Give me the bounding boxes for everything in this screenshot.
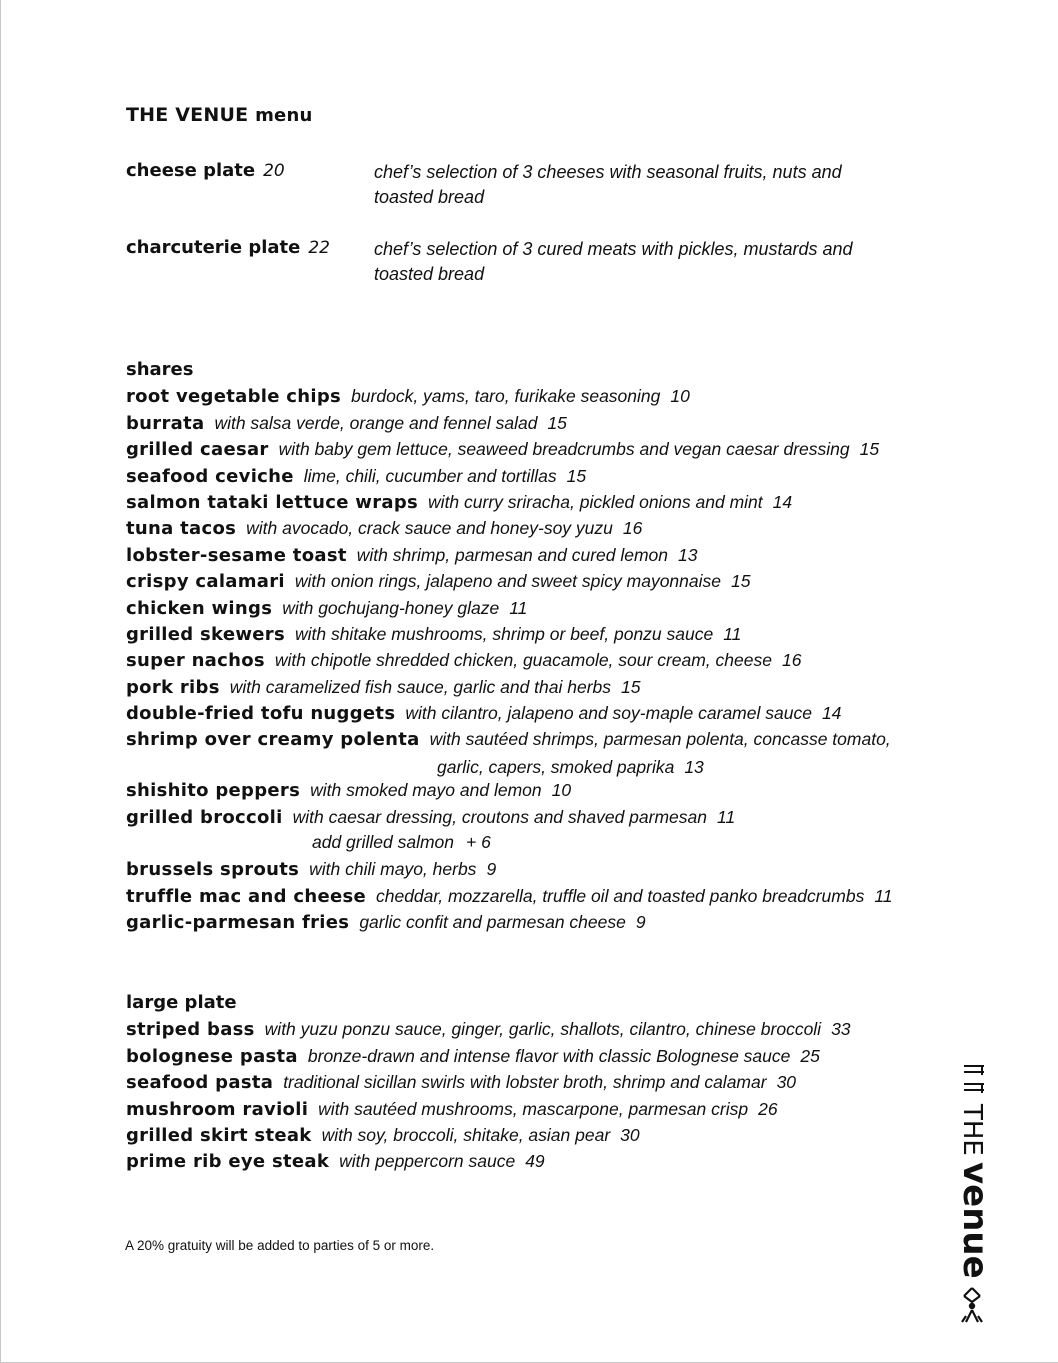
item-name: pork ribs bbox=[126, 676, 220, 698]
item-price: 11 bbox=[723, 623, 742, 644]
menu-item bbox=[126, 700, 956, 726]
menu-item bbox=[126, 674, 956, 700]
item-desc: with onion rings, jalapeno and sweet spicy mayonnaise bbox=[294, 571, 721, 592]
item-name: grilled broccoli bbox=[126, 806, 283, 828]
menu-item bbox=[126, 777, 956, 803]
item-price: 11 bbox=[509, 597, 528, 618]
venue-logo bbox=[938, 1064, 998, 1326]
menu-item bbox=[126, 410, 956, 436]
item-name: root vegetable chips bbox=[126, 386, 342, 408]
menu-item bbox=[126, 1148, 956, 1174]
logo-tick-marks-icon bbox=[964, 1066, 984, 1093]
item-price: 14 bbox=[821, 703, 842, 724]
item-desc: with caramelized fish sauce, garlic and thai herbs bbox=[229, 676, 612, 697]
item-name: double-fried tofu nuggets bbox=[126, 703, 396, 725]
menu-title-venue: THE VENUE bbox=[126, 104, 249, 126]
item-price: 14 bbox=[772, 491, 793, 512]
addon-line bbox=[126, 830, 956, 856]
item-desc: with sautéed shrimps, parmesan polenta, concasse tomato, bbox=[429, 729, 891, 750]
menu-item bbox=[126, 436, 956, 462]
item-price: 49 bbox=[525, 1151, 545, 1172]
menu-item bbox=[126, 1069, 956, 1095]
item-name: seafood pasta bbox=[126, 1072, 274, 1094]
shares-section bbox=[126, 357, 956, 935]
item-desc: bronze-drawn and intense flavor with classic Bolognese sauce bbox=[307, 1045, 791, 1066]
logo-venue: venue bbox=[955, 1162, 995, 1279]
item-name: garlic-parmesan fries bbox=[126, 912, 350, 934]
item-price: 13 bbox=[678, 544, 698, 565]
item-price: 10 bbox=[551, 780, 572, 801]
item-price: 15 bbox=[547, 412, 567, 433]
menu-item bbox=[126, 383, 956, 409]
large-plate-section bbox=[126, 990, 956, 1175]
item-price: 16 bbox=[622, 518, 643, 539]
item-name: shrimp over creamy polenta bbox=[126, 729, 420, 751]
item-desc: with yuzu ponzu sauce, ginger, garlic, shallots, cilantro, chinese broccoli bbox=[264, 1019, 822, 1040]
item-desc: with curry sriracha, pickled onions and mint bbox=[428, 491, 763, 512]
item-price: 10 bbox=[670, 386, 690, 407]
item-desc: with shrimp, parmesan and cured lemon bbox=[356, 544, 669, 565]
item-desc: with sautéed mushrooms, mascarpone, parmesan crisp bbox=[318, 1098, 749, 1119]
item-name: mushroom ravioli bbox=[126, 1098, 309, 1120]
gratuity-note: A 20% gratuity will be added to parties of 5 or more. bbox=[125, 1238, 435, 1253]
item-price: 15 bbox=[621, 676, 641, 697]
item-price: 11 bbox=[717, 806, 736, 827]
item-desc: with caesar dressing, croutons and shaved parmesan bbox=[292, 806, 708, 827]
item-name: burrata bbox=[126, 412, 205, 434]
item-desc: with peppercorn sauce bbox=[339, 1151, 516, 1172]
menu-item bbox=[126, 621, 956, 647]
item-price: 25 bbox=[800, 1045, 820, 1066]
menu-item bbox=[126, 595, 956, 621]
item-name: prime rib eye steak bbox=[126, 1151, 330, 1173]
item-name: bolognese pasta bbox=[126, 1045, 298, 1067]
platter-name-text: charcuterie plate bbox=[126, 237, 301, 258]
platter-price: 22 bbox=[308, 238, 330, 258]
item-desc: with avocado, crack sauce and honey-soy yuzu bbox=[246, 518, 613, 539]
platter-name bbox=[126, 160, 285, 181]
item-name: grilled caesar bbox=[126, 439, 269, 461]
menu-item bbox=[126, 856, 956, 882]
item-desc: with salsa verde, orange and fennel salad bbox=[214, 412, 538, 433]
item-name: chicken wings bbox=[126, 597, 273, 619]
platter-description: chef’s selection of 3 cheeses with seasonal fruits, nuts and toasted bread bbox=[374, 162, 842, 207]
menu-item bbox=[126, 1122, 956, 1148]
item-name: shishito peppers bbox=[126, 780, 301, 802]
item-name: brussels sprouts bbox=[126, 859, 300, 881]
menu-title bbox=[126, 104, 312, 126]
item-desc: burdock, yams, taro, furikake seasoning bbox=[351, 386, 661, 407]
logo-the: THE bbox=[957, 1104, 987, 1156]
item-name: salmon tataki lettuce wraps bbox=[126, 491, 419, 513]
item-price: 33 bbox=[831, 1019, 851, 1040]
item-desc: traditional sicillan swirls with lobster broth, shrimp and calamar bbox=[283, 1072, 767, 1093]
item-price: 26 bbox=[758, 1098, 778, 1119]
platter-name bbox=[126, 237, 330, 258]
item-name: super nachos bbox=[126, 650, 265, 672]
item-desc: with cilantro, jalapeno and soy-maple caramel sauce bbox=[405, 703, 812, 724]
menu-item bbox=[126, 909, 956, 935]
item-price: 15 bbox=[566, 465, 587, 486]
item-price: 30 bbox=[620, 1124, 640, 1145]
shares-title: shares bbox=[126, 359, 194, 380]
item-price: 16 bbox=[781, 650, 802, 671]
platter-price: 20 bbox=[263, 161, 285, 181]
item-price: 11 bbox=[874, 885, 893, 906]
item-name: striped bass bbox=[126, 1019, 255, 1041]
menu-item bbox=[126, 489, 956, 515]
item-name: lobster-sesame toast bbox=[126, 544, 347, 566]
item-desc-continued-text: garlic, capers, smoked paprika bbox=[437, 756, 675, 777]
platter-name-text: cheese plate bbox=[126, 160, 256, 181]
item-desc-continued bbox=[126, 755, 956, 779]
menu-item bbox=[126, 883, 956, 909]
item-price: 15 bbox=[859, 439, 880, 460]
item-desc: cheddar, mozzarella, truffle oil and toasted panko breadcrumbs bbox=[375, 885, 865, 906]
item-price: 9 bbox=[486, 859, 497, 880]
item-price: 9 bbox=[635, 912, 646, 933]
item-name: crispy calamari bbox=[126, 571, 285, 593]
item-price: 30 bbox=[776, 1072, 797, 1093]
menu-item bbox=[126, 568, 956, 594]
item-name: seafood ceviche bbox=[126, 465, 294, 487]
menu-item bbox=[126, 1016, 956, 1042]
item-name: grilled skewers bbox=[126, 623, 285, 645]
item-desc: with baby gem lettuce, seaweed breadcrumbs and vegan caesar dressing bbox=[278, 439, 850, 460]
item-name: tuna tacos bbox=[126, 518, 237, 540]
menu-item bbox=[126, 515, 956, 541]
item-price: 13 bbox=[684, 756, 704, 777]
menu-title-word: menu bbox=[255, 105, 313, 126]
menu-item bbox=[126, 647, 956, 673]
menu-item bbox=[126, 804, 956, 830]
addon-label: add grilled salmon bbox=[312, 832, 455, 853]
menu-item bbox=[126, 463, 956, 489]
item-desc: garlic confit and parmesan cheese bbox=[359, 912, 626, 933]
item-desc: with smoked mayo and lemon bbox=[310, 780, 542, 801]
addon-price: + 6 bbox=[466, 832, 491, 853]
item-desc: lime, chili, cucumber and tortillas bbox=[303, 465, 557, 486]
item-desc: with shitake mushrooms, shrimp or beef, ponzu sauce bbox=[294, 623, 714, 644]
item-desc: with gochujang-honey glaze bbox=[282, 597, 500, 618]
menu-item bbox=[126, 1096, 956, 1122]
item-name: grilled skirt steak bbox=[126, 1124, 312, 1146]
menu-item bbox=[126, 542, 956, 568]
logo-figure-icon bbox=[962, 1288, 982, 1322]
item-desc: with chili mayo, herbs bbox=[309, 859, 477, 880]
platter-description: chef’s selection of 3 cured meats with pickles, mustards and toasted bread bbox=[374, 239, 853, 284]
item-desc: with chipotle shredded chicken, guacamole, sour cream, cheese bbox=[274, 650, 772, 671]
item-name: truffle mac and cheese bbox=[126, 885, 366, 907]
item-desc: with soy, broccoli, shitake, asian pear bbox=[321, 1124, 611, 1145]
item-price: 15 bbox=[731, 571, 751, 592]
menu-item bbox=[126, 726, 956, 777]
large-plate-title: large plate bbox=[126, 992, 237, 1013]
menu-item bbox=[126, 1043, 956, 1069]
